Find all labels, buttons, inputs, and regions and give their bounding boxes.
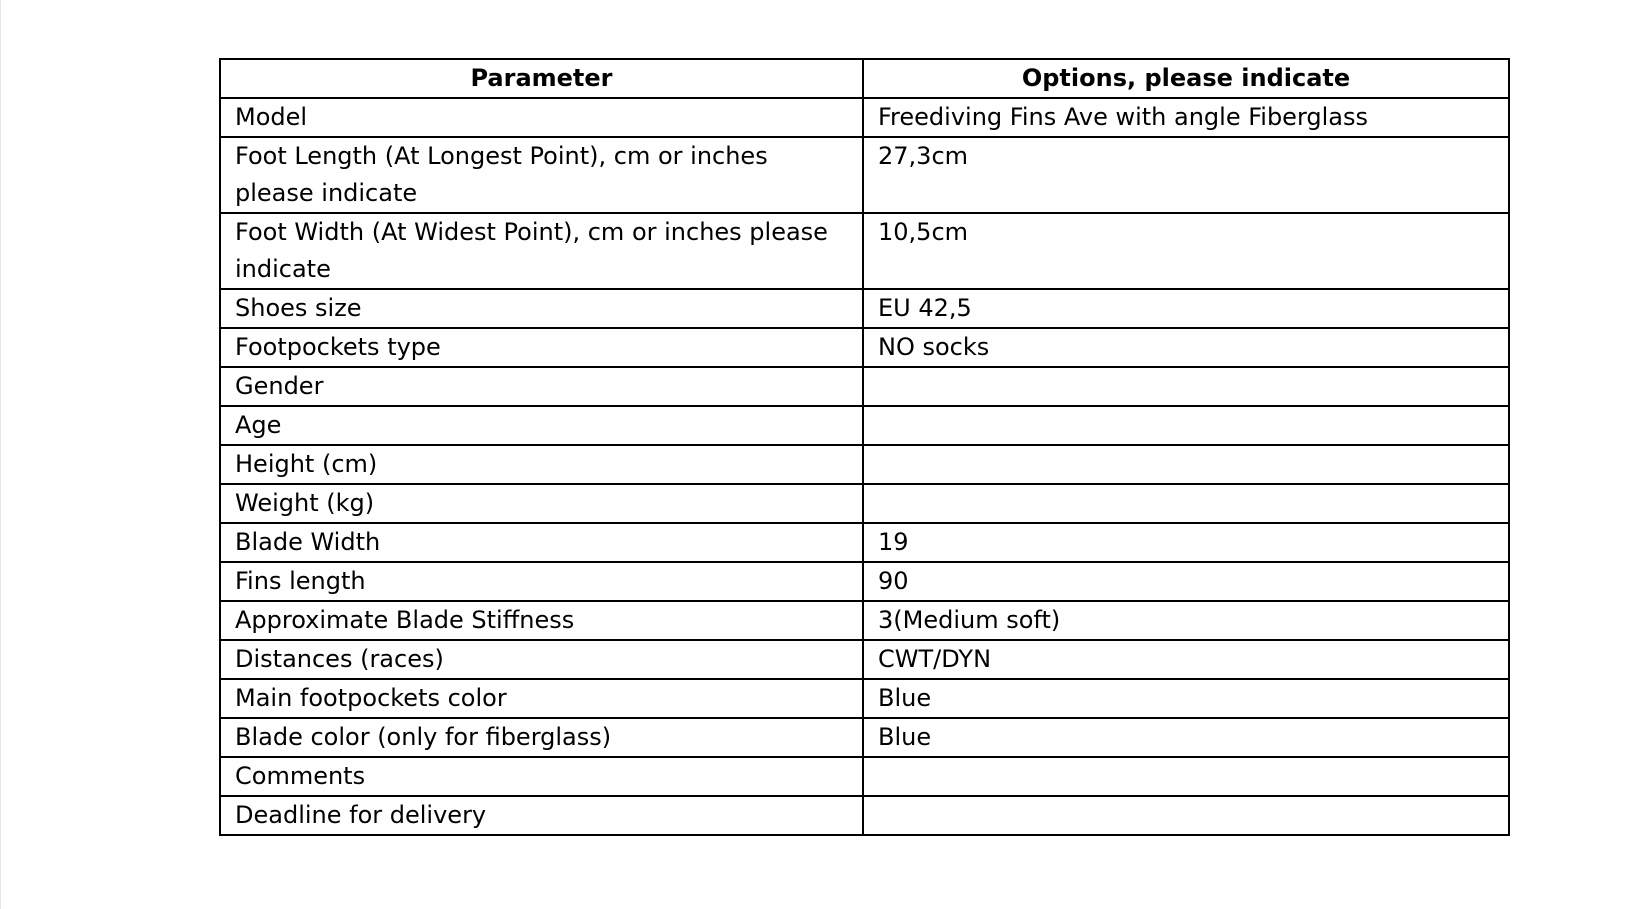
header-row: [220, 59, 1509, 98]
value-cell[interactable]: NO socks: [863, 328, 1509, 367]
value-cell[interactable]: [863, 367, 1509, 406]
parameter-cell: Blade color (only for fiberglass): [220, 718, 863, 757]
table-row: [220, 213, 1509, 289]
header-options: Options, please indicate: [863, 59, 1509, 98]
table-row: [220, 757, 1509, 796]
parameter-cell: Fins length: [220, 562, 863, 601]
parameter-cell: Foot Length (At Longest Point), cm or inches please indicate: [220, 137, 863, 213]
parameter-cell: Age: [220, 406, 863, 445]
parameter-cell: Shoes size: [220, 289, 863, 328]
parameter-cell: Approximate Blade Stiffness: [220, 601, 863, 640]
value-cell[interactable]: 27,3cm: [863, 137, 1509, 213]
value-cell[interactable]: Freediving Fins Ave with angle Fiberglass: [863, 98, 1509, 137]
table-row: [220, 718, 1509, 757]
value-cell[interactable]: 3(Medium soft): [863, 601, 1509, 640]
parameter-cell: Distances (races): [220, 640, 863, 679]
table-row: [220, 289, 1509, 328]
table-row: [220, 367, 1509, 406]
parameter-cell: Height (cm): [220, 445, 863, 484]
value-cell[interactable]: [863, 757, 1509, 796]
header-parameter: Parameter: [220, 59, 863, 98]
parameter-cell: Blade Width: [220, 523, 863, 562]
table-row: [220, 406, 1509, 445]
table-row: [220, 484, 1509, 523]
parameter-cell: Gender: [220, 367, 863, 406]
table-row: [220, 601, 1509, 640]
table-row: [220, 796, 1509, 835]
table-row: [220, 562, 1509, 601]
value-cell[interactable]: [863, 796, 1509, 835]
value-cell[interactable]: Blue: [863, 718, 1509, 757]
value-cell[interactable]: 10,5cm: [863, 213, 1509, 289]
page-edge: [0, 0, 1, 909]
parameter-cell: Comments: [220, 757, 863, 796]
parameter-cell: Main footpockets color: [220, 679, 863, 718]
table-row: [220, 98, 1509, 137]
parameters-table: [219, 58, 1510, 836]
table-row: [220, 679, 1509, 718]
value-cell[interactable]: CWT/DYN: [863, 640, 1509, 679]
value-cell[interactable]: [863, 406, 1509, 445]
parameter-cell: Foot Width (At Widest Point), cm or inches please indicate: [220, 213, 863, 289]
table-row: [220, 523, 1509, 562]
parameter-cell: Footpockets type: [220, 328, 863, 367]
value-cell[interactable]: Blue: [863, 679, 1509, 718]
parameter-cell: Weight (kg): [220, 484, 863, 523]
value-cell[interactable]: 19: [863, 523, 1509, 562]
parameter-cell: Model: [220, 98, 863, 137]
value-cell[interactable]: EU 42,5: [863, 289, 1509, 328]
table-row: [220, 328, 1509, 367]
parameter-cell: Deadline for delivery: [220, 796, 863, 835]
table-row: [220, 137, 1509, 213]
table-row: [220, 640, 1509, 679]
table-header: [220, 59, 1509, 98]
table-row: [220, 445, 1509, 484]
value-cell[interactable]: [863, 445, 1509, 484]
value-cell[interactable]: 90: [863, 562, 1509, 601]
table-body: [220, 98, 1509, 835]
value-cell[interactable]: [863, 484, 1509, 523]
